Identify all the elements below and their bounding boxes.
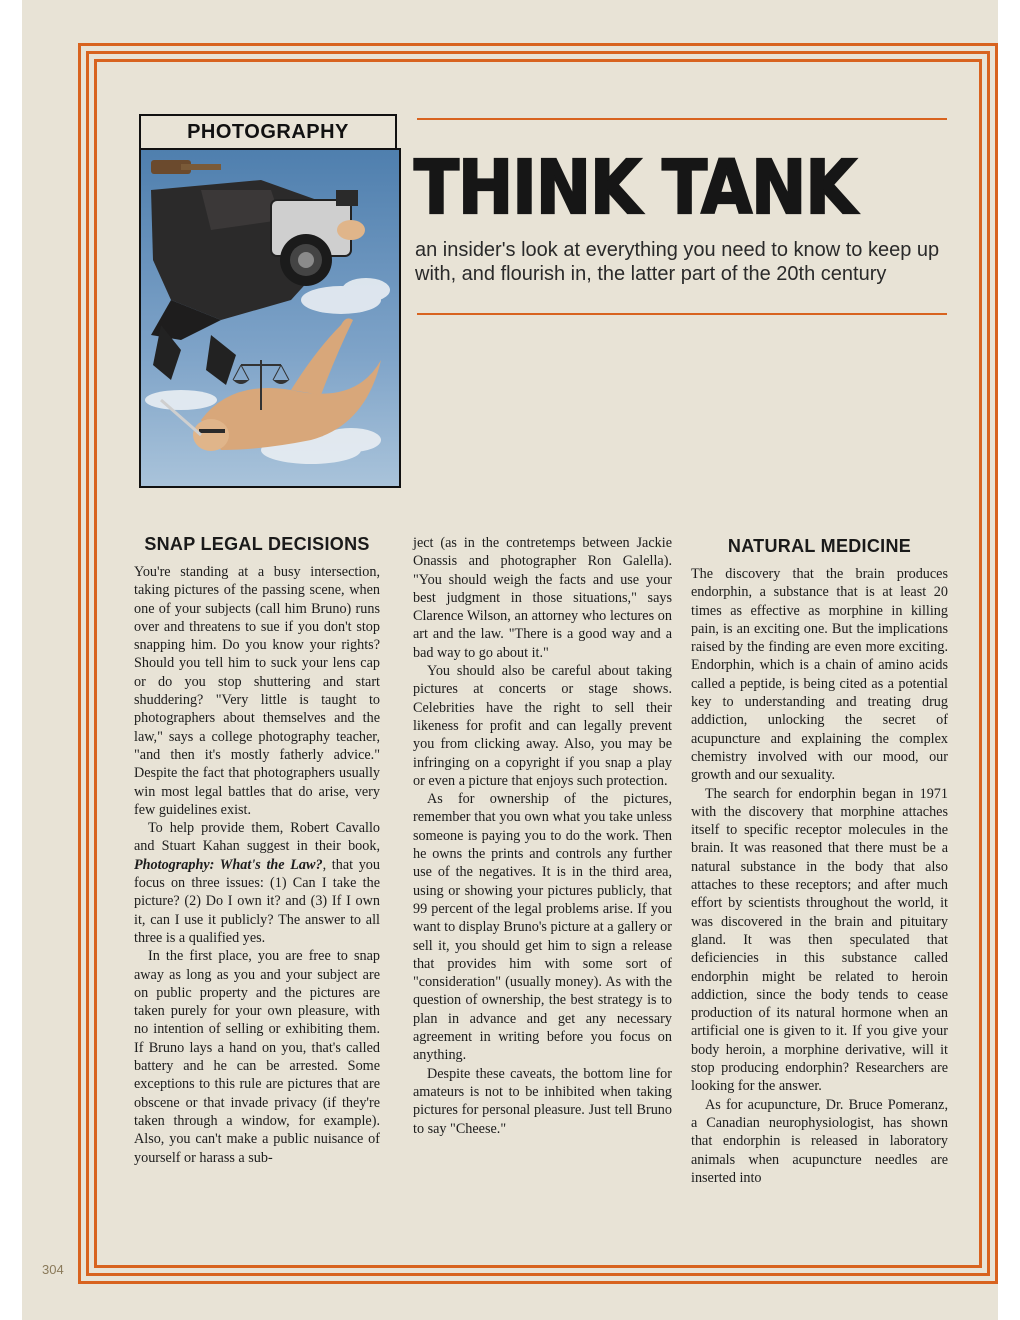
article-column-2 bbox=[413, 534, 672, 1138]
article-paragraph: As for ownership of the pictures, remember that you own what you take unless someone is paying you to do the work. Then he owns the prints and controls any further use of the negatives. It is in the third area, using or showing your pictures publicly, that 99 percent of the legal problems arise. If you want to display Bruno's picture at a gallery or sell it, you should get him to sign a release that provides him with some sort of "consideration" (usually money). As with the question of ownership, the best strategy is to plan in advance and get any necessary agreement in writing before you focus on anything. bbox=[413, 791, 672, 1064]
page-title: THINK TANK bbox=[414, 144, 856, 231]
photographer-and-lady-justice-illustration bbox=[139, 148, 401, 488]
page-subtitle: an insider's look at everything you need to know to keep up with, and flourish in, the latter part of the 20th century bbox=[415, 239, 940, 285]
article-heading-natural-medicine: NATURAL MEDICINE bbox=[727, 536, 912, 556]
paragraph-text: , that you focus on three issues: (1) Can I take the picture? (2) Do I own it? and (3) If I own it, can I use it publicly? The answer to all three is a qualified yes. bbox=[134, 856, 380, 946]
book-title: Photography: What's the Law? bbox=[134, 856, 323, 873]
article-paragraph: ject (as in the contretemps between Jackie Onassis and photographer Ron Galella). "You should weigh the facts and use your best judgment in those situations," says Clarence Wilson, an attorney who lectures on art and the law. "There is a good way and a bad way to go about it." bbox=[413, 535, 672, 661]
article-paragraph: Despite these caveats, the bottom line for amateurs is not to be inhibited when taking pictures for personal pleasure. Just tell Bruno to say "Cheese." bbox=[413, 1065, 672, 1137]
article-paragraph: You're standing at a busy intersection, taking pictures of the passing scene, when one of your subjects (call him Bruno) runs over and threatens to sue if you don't stop snapping him. Do you know your rights? Should you tell him to suck your lens cap or do you stop shuttering and start shuddering? "Very little is taught to photographers about themselves and the law," says a college photography teacher, "and then it's mostly fatherly advice." Despite the fact that photographers usually win most legal battles that do arise, very few guidelines exist. bbox=[134, 564, 380, 818]
article-column-1 bbox=[134, 533, 380, 1167]
article-heading-snap-legal-decisions: SNAP LEGAL DECISIONS bbox=[144, 534, 370, 554]
article-paragraph: The discovery that the brain produces endorphin, a substance that is at least 20 times as effective as morphine in killing pain, is an exciting one. But the implications raised by the finding are even more exciting. Endorphin, which is a chain of amino acids called a peptide, is being cited as a potential key to understanding and treating drug addiction, unlocking the secret of acupuncture and explaining the complex chemistry involved with our mood, our growth and our sexuality. bbox=[691, 566, 948, 784]
page-number: 304 bbox=[42, 1262, 64, 1277]
article-paragraph bbox=[134, 819, 380, 947]
article-paragraph: In the first place, you are free to snap away as long as you and your subject are on public property and the pictures are taken purely for your own pleasure, with no intention of selling or exhibiting them. If Bruno lays a hand on you, that's called battery and he can be arrested. Some exceptions to this rule are pictures that are obscene or that invade privacy (if they're taken through a window, for example). Also, you can't make a public nuisance of yourself or harass a sub- bbox=[134, 948, 380, 1166]
title-bottom-rule bbox=[417, 313, 947, 315]
paragraph-text: To help provide them, Robert Cavallo and Stuart Kahan suggest in their book, bbox=[134, 820, 380, 855]
title-top-rule bbox=[417, 118, 947, 120]
article-column-3 bbox=[691, 535, 948, 1187]
article-paragraph: The search for endorphin began in 1971 with the discovery that morphine attaches itself to specific receptor molecules in the brain. It was reasoned that there must be a natural substance in the body that also attaches to these receptors; and after much effort by scientists throughout the world, it was discovered in the brain and pituitary gland. It was then speculated that deficiencies in this substance called endorphin might be related to heroin addiction, since the body tends to cease production of its natural hormone when an artificial one is given to it. If you give your body heroin, a morphine derivative, will it stop producing endorphin? Researchers are looking for the answer. bbox=[691, 785, 948, 1095]
article-paragraph: As for acupuncture, Dr. Bruce Pomeranz, a Canadian neurophysiologist, has shown that endorphin is released in laboratory animals when acupuncture needles are inserted into bbox=[691, 1096, 948, 1186]
article-paragraph: You should also be careful about taking pictures at concerts or stage shows. Celebrities have the right to sell their likeness for profit and can legally prevent you from clicking away. Also, you may be infringing on a copyright if you snap a play or even a picture that enjoys such protection. bbox=[413, 663, 672, 789]
section-label: PHOTOGRAPHY bbox=[139, 114, 397, 148]
magazine-page bbox=[22, 0, 998, 1320]
